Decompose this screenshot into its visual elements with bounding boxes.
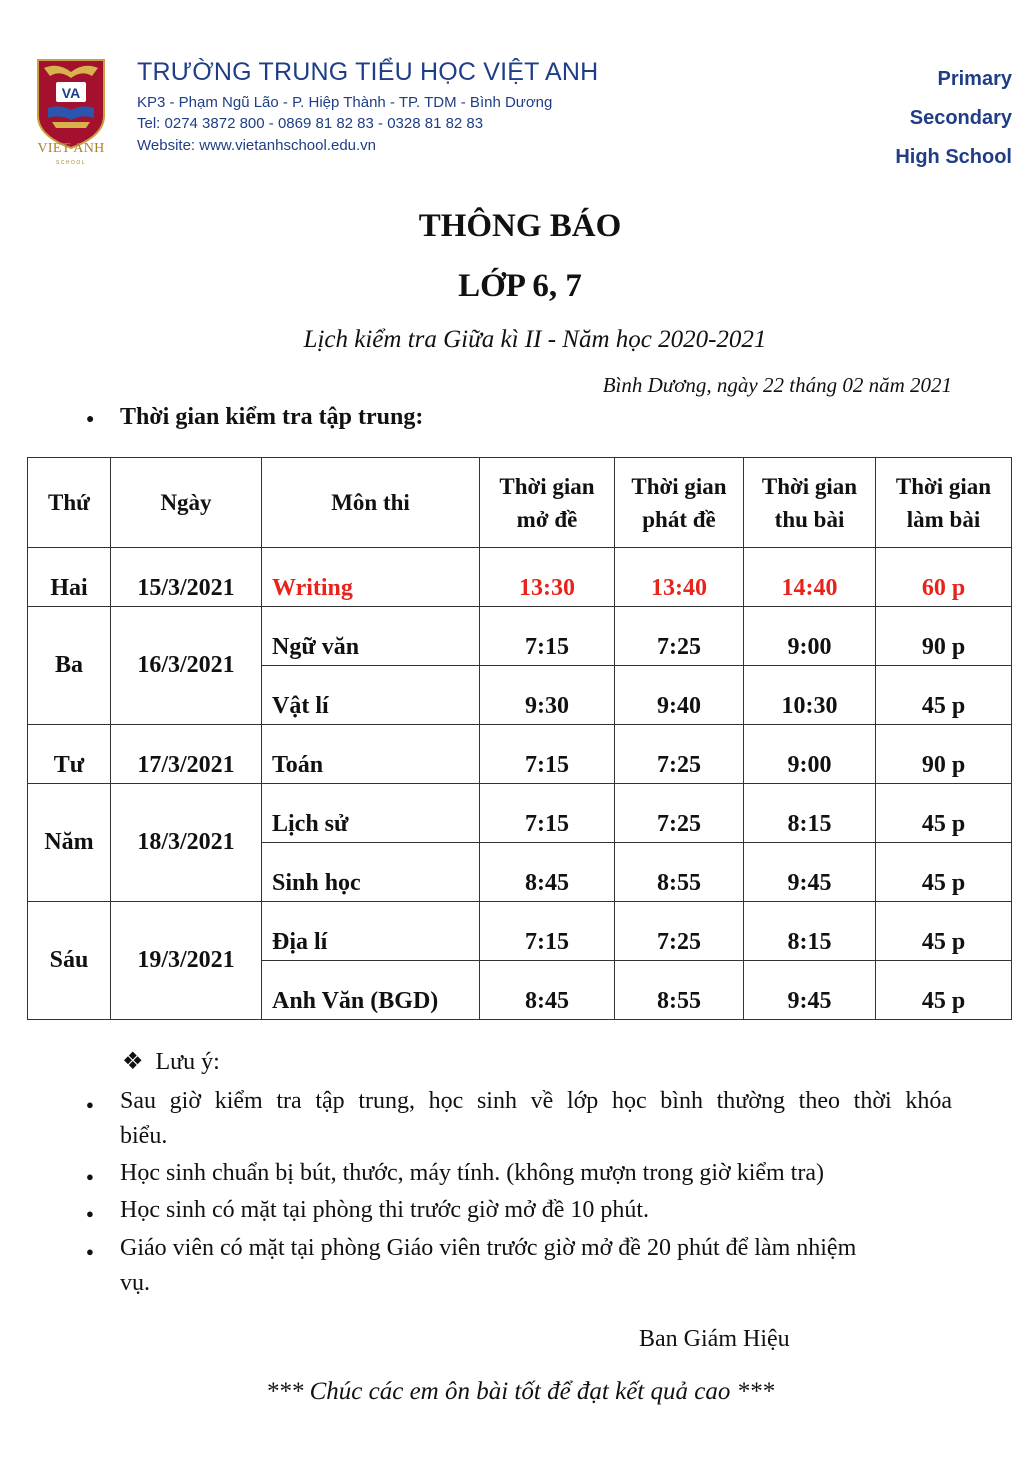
subject-cell: Lịch sử [262, 784, 480, 843]
logo-wordmark: VIET ANH [37, 141, 105, 156]
note-item: Giáo viên có mặt tại phòng Giáo viên trước giờ mở đề 20 phút để làm nhiệm vụ. [120, 1235, 857, 1296]
bullet-icon: ● [86, 1206, 94, 1221]
bullet-icon: ● [86, 1169, 94, 1184]
note-item: Học sinh có mặt tại phòng thi trước giờ mở đề 10 phút. [120, 1197, 650, 1223]
header-subject: Môn thi [262, 458, 480, 548]
table-row [28, 548, 1012, 607]
day-cell: Hai [28, 548, 111, 607]
school-address: KP3 - Phạm Ngũ Lão - P. Hiệp Thành - TP. TDM - Bình Dương [137, 94, 553, 111]
logo-subtext: SCHOOL [55, 160, 87, 166]
school-levels [895, 60, 1012, 177]
school-name: TRƯỜNG TRUNG TIỂU HỌC VIỆT ANH [137, 58, 599, 86]
day-cell: Ba [28, 607, 111, 725]
duration-cell: 45 p [876, 784, 1012, 843]
school-phone: Tel: 0274 3872 800 - 0869 81 82 83 - 0328 81 82 83 [137, 115, 484, 132]
focus-label: Thời gian kiểm tra tập trung: [120, 404, 424, 430]
table-row [28, 607, 1012, 666]
subject-cell: Ngữ văn [262, 607, 480, 666]
svg-text:VA: VA [61, 85, 81, 101]
collect-time-cell: 10:30 [744, 666, 876, 725]
bullet-icon: ● [86, 1244, 94, 1259]
notes-heading [122, 1047, 220, 1076]
open-time-cell: 8:45 [480, 843, 615, 902]
collect-time-cell: 14:40 [744, 548, 876, 607]
distribute-time-cell: 7:25 [615, 725, 744, 784]
distribute-time-cell: 7:25 [615, 784, 744, 843]
open-time-cell: 7:15 [480, 902, 615, 961]
duration-cell: 45 p [876, 902, 1012, 961]
document-title: THÔNG BÁO [418, 208, 622, 244]
open-time-cell: 7:15 [480, 725, 615, 784]
table-row [28, 725, 1012, 784]
notes-heading-label: Lưu ý: [155, 1049, 220, 1075]
day-cell: Tư [28, 725, 111, 784]
school-website[interactable]: Website: www.vietanhschool.edu.vn [137, 137, 377, 154]
document-subtitle: Lịch kiểm tra Giữa kì II - Năm học 2020-2021 [303, 326, 767, 353]
table-row [28, 784, 1012, 843]
level-high-school: High School [895, 146, 1012, 168]
header-collect-time: Thời gian thu bài [744, 458, 876, 548]
level-secondary: Secondary [909, 107, 1012, 129]
distribute-time-cell: 7:25 [615, 607, 744, 666]
day-cell: Sáu [28, 902, 111, 1020]
table-row [28, 902, 1012, 961]
collect-time-cell: 9:45 [744, 961, 876, 1020]
table-header-row [28, 458, 1012, 548]
collect-time-cell: 9:00 [744, 725, 876, 784]
bullet-icon: ● [86, 1097, 94, 1112]
header-distribute-time: Thời gian phát đề [615, 458, 744, 548]
duration-cell: 45 p [876, 843, 1012, 902]
distribute-time-cell: 13:40 [615, 548, 744, 607]
collect-time-cell: 8:15 [744, 784, 876, 843]
exam-schedule-table [27, 457, 1012, 1020]
collect-time-cell: 9:00 [744, 607, 876, 666]
distribute-time-cell: 8:55 [615, 843, 744, 902]
duration-cell: 60 p [876, 548, 1012, 607]
header-day: Thứ [28, 458, 111, 548]
collect-time-cell: 8:15 [744, 902, 876, 961]
open-time-cell: 7:15 [480, 784, 615, 843]
subject-cell: Địa lí [262, 902, 480, 961]
subject-cell: Writing [262, 548, 480, 607]
subject-cell: Vật lí [262, 666, 480, 725]
diamond-icon: ❖ [122, 1049, 144, 1075]
duration-cell: 90 p [876, 725, 1012, 784]
duration-cell: 90 p [876, 607, 1012, 666]
dateline: Bình Dương, ngày 22 tháng 02 năm 2021 [602, 373, 952, 397]
date-cell: 15/3/2021 [111, 548, 262, 607]
note-item: Học sinh chuẩn bị bút, thước, máy tính. (không mượn trong giờ kiểm tra) [120, 1160, 824, 1186]
distribute-time-cell: 7:25 [615, 902, 744, 961]
subject-cell: Sinh học [262, 843, 480, 902]
level-primary: Primary [937, 68, 1012, 90]
date-cell: 17/3/2021 [111, 725, 262, 784]
distribute-time-cell: 9:40 [615, 666, 744, 725]
open-time-cell: 13:30 [480, 548, 615, 607]
subject-cell: Toán [262, 725, 480, 784]
bullet-icon: ● [86, 412, 95, 427]
distribute-time-cell: 8:55 [615, 961, 744, 1020]
date-cell: 19/3/2021 [111, 902, 262, 1020]
header-duration: Thời gian làm bài [876, 458, 1012, 548]
day-cell: Năm [28, 784, 111, 902]
date-cell: 16/3/2021 [111, 607, 262, 725]
collect-time-cell: 9:45 [744, 843, 876, 902]
footer-message: *** Chúc các em ôn bài tốt để đạt kết quả cao *** [265, 1378, 775, 1405]
open-time-cell: 8:45 [480, 961, 615, 1020]
duration-cell: 45 p [876, 961, 1012, 1020]
date-cell: 18/3/2021 [111, 784, 262, 902]
open-time-cell: 7:15 [480, 607, 615, 666]
open-time-cell: 9:30 [480, 666, 615, 725]
duration-cell: 45 p [876, 666, 1012, 725]
header-date: Ngày [111, 458, 262, 548]
subject-cell: Anh Văn (BGD) [262, 961, 480, 1020]
grade-title: LỚP 6, 7 [458, 268, 582, 304]
signer: Ban Giám Hiệu [639, 1326, 790, 1352]
note-item: Sau giờ kiểm tra tập trung, học sinh về lớp học bình thường theo thời khóa biểu. [120, 1088, 952, 1149]
header-open-time: Thời gian mở đề [480, 458, 615, 548]
